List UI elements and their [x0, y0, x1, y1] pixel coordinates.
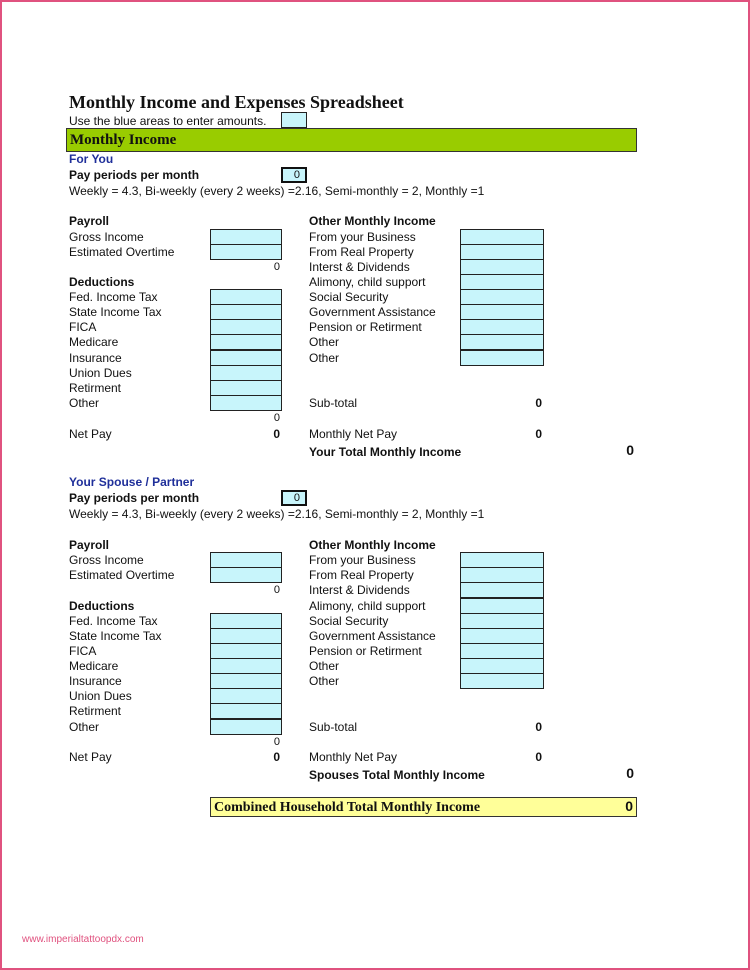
spouse-subtotal-value: 0 — [535, 720, 542, 734]
spouse-deduction-input[interactable] — [210, 613, 282, 629]
payroll-label: Payroll — [69, 214, 110, 228]
spouse-net-pay-label: Net Pay — [69, 750, 112, 764]
payroll-total: 0 — [273, 261, 280, 273]
spouse-other-income-item: Other — [309, 674, 340, 688]
spouse-other-income-item: Government Assistance — [309, 629, 436, 643]
deduction-label: Retirment — [69, 381, 122, 395]
other-income-input[interactable] — [460, 319, 544, 335]
subtotal-label: Sub-total — [309, 396, 358, 410]
spouse-deduction-input[interactable] — [210, 688, 282, 704]
spouse-other-income-input[interactable] — [460, 628, 544, 644]
spouse-deduction-label: FICA — [69, 644, 97, 658]
spouse-frequency-note: Weekly = 4.3, Bi-weekly (every 2 weeks) =2.16, Semi-monthly = 2, Monthly =1 — [69, 507, 485, 521]
for-you-heading: For You — [69, 152, 114, 166]
monthly-net-pay-value: 0 — [535, 427, 542, 441]
deduction-label: Other — [69, 396, 100, 410]
estimated-overtime-input[interactable] — [210, 244, 282, 260]
spouse-other-income-item: Alimony, child support — [309, 599, 426, 613]
spouse-other-income-item: From your Business — [309, 553, 416, 567]
gross-income-label: Gross Income — [69, 230, 144, 244]
spouse-other-income-item: From Real Property — [309, 568, 414, 582]
deduction-label: Union Dues — [69, 366, 132, 380]
spouse-payroll-total: 0 — [273, 584, 280, 596]
spouse-other-income-input[interactable] — [460, 582, 544, 598]
deduction-input[interactable] — [210, 380, 282, 396]
spouse-other-income-input[interactable] — [460, 567, 544, 583]
spouse-heading: Your Spouse / Partner — [69, 475, 195, 489]
spouse-deduction-input[interactable] — [210, 703, 282, 719]
spouse-deduction-input[interactable] — [210, 673, 282, 689]
spouse-deduction-input[interactable] — [210, 628, 282, 644]
spouse-deduction-label: Fed. Income Tax — [69, 614, 158, 628]
spouse-other-income-label: Other Monthly Income — [309, 538, 436, 552]
monthly-income-header — [66, 128, 637, 152]
frequency-note: Weekly = 4.3, Bi-weekly (every 2 weeks) =2.16, Semi-monthly = 2, Monthly =1 — [69, 184, 485, 198]
monthly-net-pay-label: Monthly Net Pay — [309, 427, 398, 441]
spouse-other-income-item: Social Security — [309, 614, 389, 628]
other-income-item: From your Business — [309, 230, 416, 244]
other-income-input[interactable] — [460, 289, 544, 305]
spouse-total-value: 0 — [626, 765, 634, 781]
spouse-deduction-label: State Income Tax — [69, 629, 162, 643]
deduction-label: FICA — [69, 320, 97, 334]
spouse-deduction-input[interactable] — [210, 719, 282, 735]
spouse-gross-income-input[interactable] — [210, 552, 282, 568]
deduction-label: Medicare — [69, 335, 119, 349]
spouse-deduction-input[interactable] — [210, 643, 282, 659]
spouse-payroll-label: Payroll — [69, 538, 110, 552]
spouse-deductions-total: 0 — [273, 736, 280, 748]
other-income-input[interactable] — [460, 350, 544, 366]
deduction-input[interactable] — [210, 334, 282, 350]
pay-periods-label: Pay periods per month — [69, 168, 200, 182]
combined-total-bar — [210, 797, 637, 817]
net-pay-value: 0 — [273, 427, 280, 441]
spouse-gross-income-label: Gross Income — [69, 553, 144, 567]
subtotal-value: 0 — [535, 396, 542, 410]
spouse-deductions-label: Deductions — [69, 599, 135, 613]
other-income-item: From Real Property — [309, 245, 414, 259]
deduction-input[interactable] — [210, 304, 282, 320]
other-income-input[interactable] — [460, 244, 544, 260]
spouse-other-income-input[interactable] — [460, 658, 544, 674]
spouse-deduction-label: Insurance — [69, 674, 122, 688]
spouse-total-label: Spouses Total Monthly Income — [309, 768, 485, 782]
deduction-input[interactable] — [210, 395, 282, 411]
deductions-total: 0 — [273, 412, 280, 424]
deductions-label: Deductions — [69, 275, 135, 289]
other-income-label: Other Monthly Income — [309, 214, 436, 228]
deduction-label: Insurance — [69, 351, 122, 365]
estimated-overtime-label: Estimated Overtime — [69, 245, 175, 259]
spouse-other-income-input[interactable] — [460, 673, 544, 689]
pay-periods-input[interactable]: 0 — [281, 167, 307, 183]
spouse-deduction-input[interactable] — [210, 658, 282, 674]
spouse-other-income-input[interactable] — [460, 613, 544, 629]
deduction-input[interactable] — [210, 289, 282, 305]
spouse-deduction-label: Union Dues — [69, 689, 132, 703]
other-income-input[interactable] — [460, 274, 544, 290]
section-header-label: Monthly Income — [70, 132, 177, 148]
page-title: Monthly Income and Expenses Spreadsheet — [69, 92, 404, 112]
gross-income-input[interactable] — [210, 229, 282, 245]
deduction-input[interactable] — [210, 365, 282, 381]
deduction-input[interactable] — [210, 319, 282, 335]
other-income-item: Other — [309, 351, 340, 365]
sample-blue-area — [281, 112, 307, 128]
combined-total-label: Combined Household Total Monthly Income — [214, 800, 481, 815]
spouse-other-income-item: Interst & Dividends — [309, 583, 410, 597]
spouse-subtotal-label: Sub-total — [309, 720, 358, 734]
net-pay-label: Net Pay — [69, 427, 112, 441]
your-total-value: 0 — [626, 442, 634, 458]
other-income-item: Pension or Retirment — [309, 320, 422, 334]
spouse-deduction-label: Other — [69, 720, 100, 734]
spouse-monthly-net-pay-value: 0 — [535, 750, 542, 764]
spouse-other-income-item: Other — [309, 659, 340, 673]
other-income-item: Social Security — [309, 290, 389, 304]
other-income-item: Alimony, child support — [309, 275, 426, 289]
deduction-label: State Income Tax — [69, 305, 162, 319]
other-income-item: Government Assistance — [309, 305, 436, 319]
spouse-deduction-label: Medicare — [69, 659, 119, 673]
other-income-item: Interst & Dividends — [309, 260, 410, 274]
spouse-other-income-input[interactable] — [460, 552, 544, 568]
spouse-other-income-input[interactable] — [460, 598, 544, 614]
instruction-text: Use the blue areas to enter amounts. — [69, 114, 267, 128]
other-income-input[interactable] — [460, 304, 544, 320]
spouse-deduction-label: Retirment — [69, 704, 122, 718]
other-income-input[interactable] — [460, 334, 544, 350]
footer-watermark-link[interactable]: www.imperialtattoopdx.com — [22, 934, 144, 945]
other-income-item: Other — [309, 335, 340, 349]
spouse-pay-periods-label: Pay periods per month — [69, 491, 200, 505]
combined-total-value: 0 — [625, 798, 633, 814]
your-total-label: Your Total Monthly Income — [309, 445, 462, 459]
spouse-net-pay-value: 0 — [273, 750, 280, 764]
deduction-label: Fed. Income Tax — [69, 290, 158, 304]
spouse-other-income-item: Pension or Retirment — [309, 644, 422, 658]
spouse-monthly-net-pay-label: Monthly Net Pay — [309, 750, 398, 764]
deduction-input[interactable] — [210, 350, 282, 366]
other-income-input[interactable] — [460, 259, 544, 275]
spouse-estimated-overtime-label: Estimated Overtime — [69, 568, 175, 582]
spouse-other-income-input[interactable] — [460, 643, 544, 659]
spouse-estimated-overtime-input[interactable] — [210, 567, 282, 583]
other-income-input[interactable] — [460, 229, 544, 245]
spouse-pay-periods-input[interactable]: 0 — [281, 490, 307, 506]
